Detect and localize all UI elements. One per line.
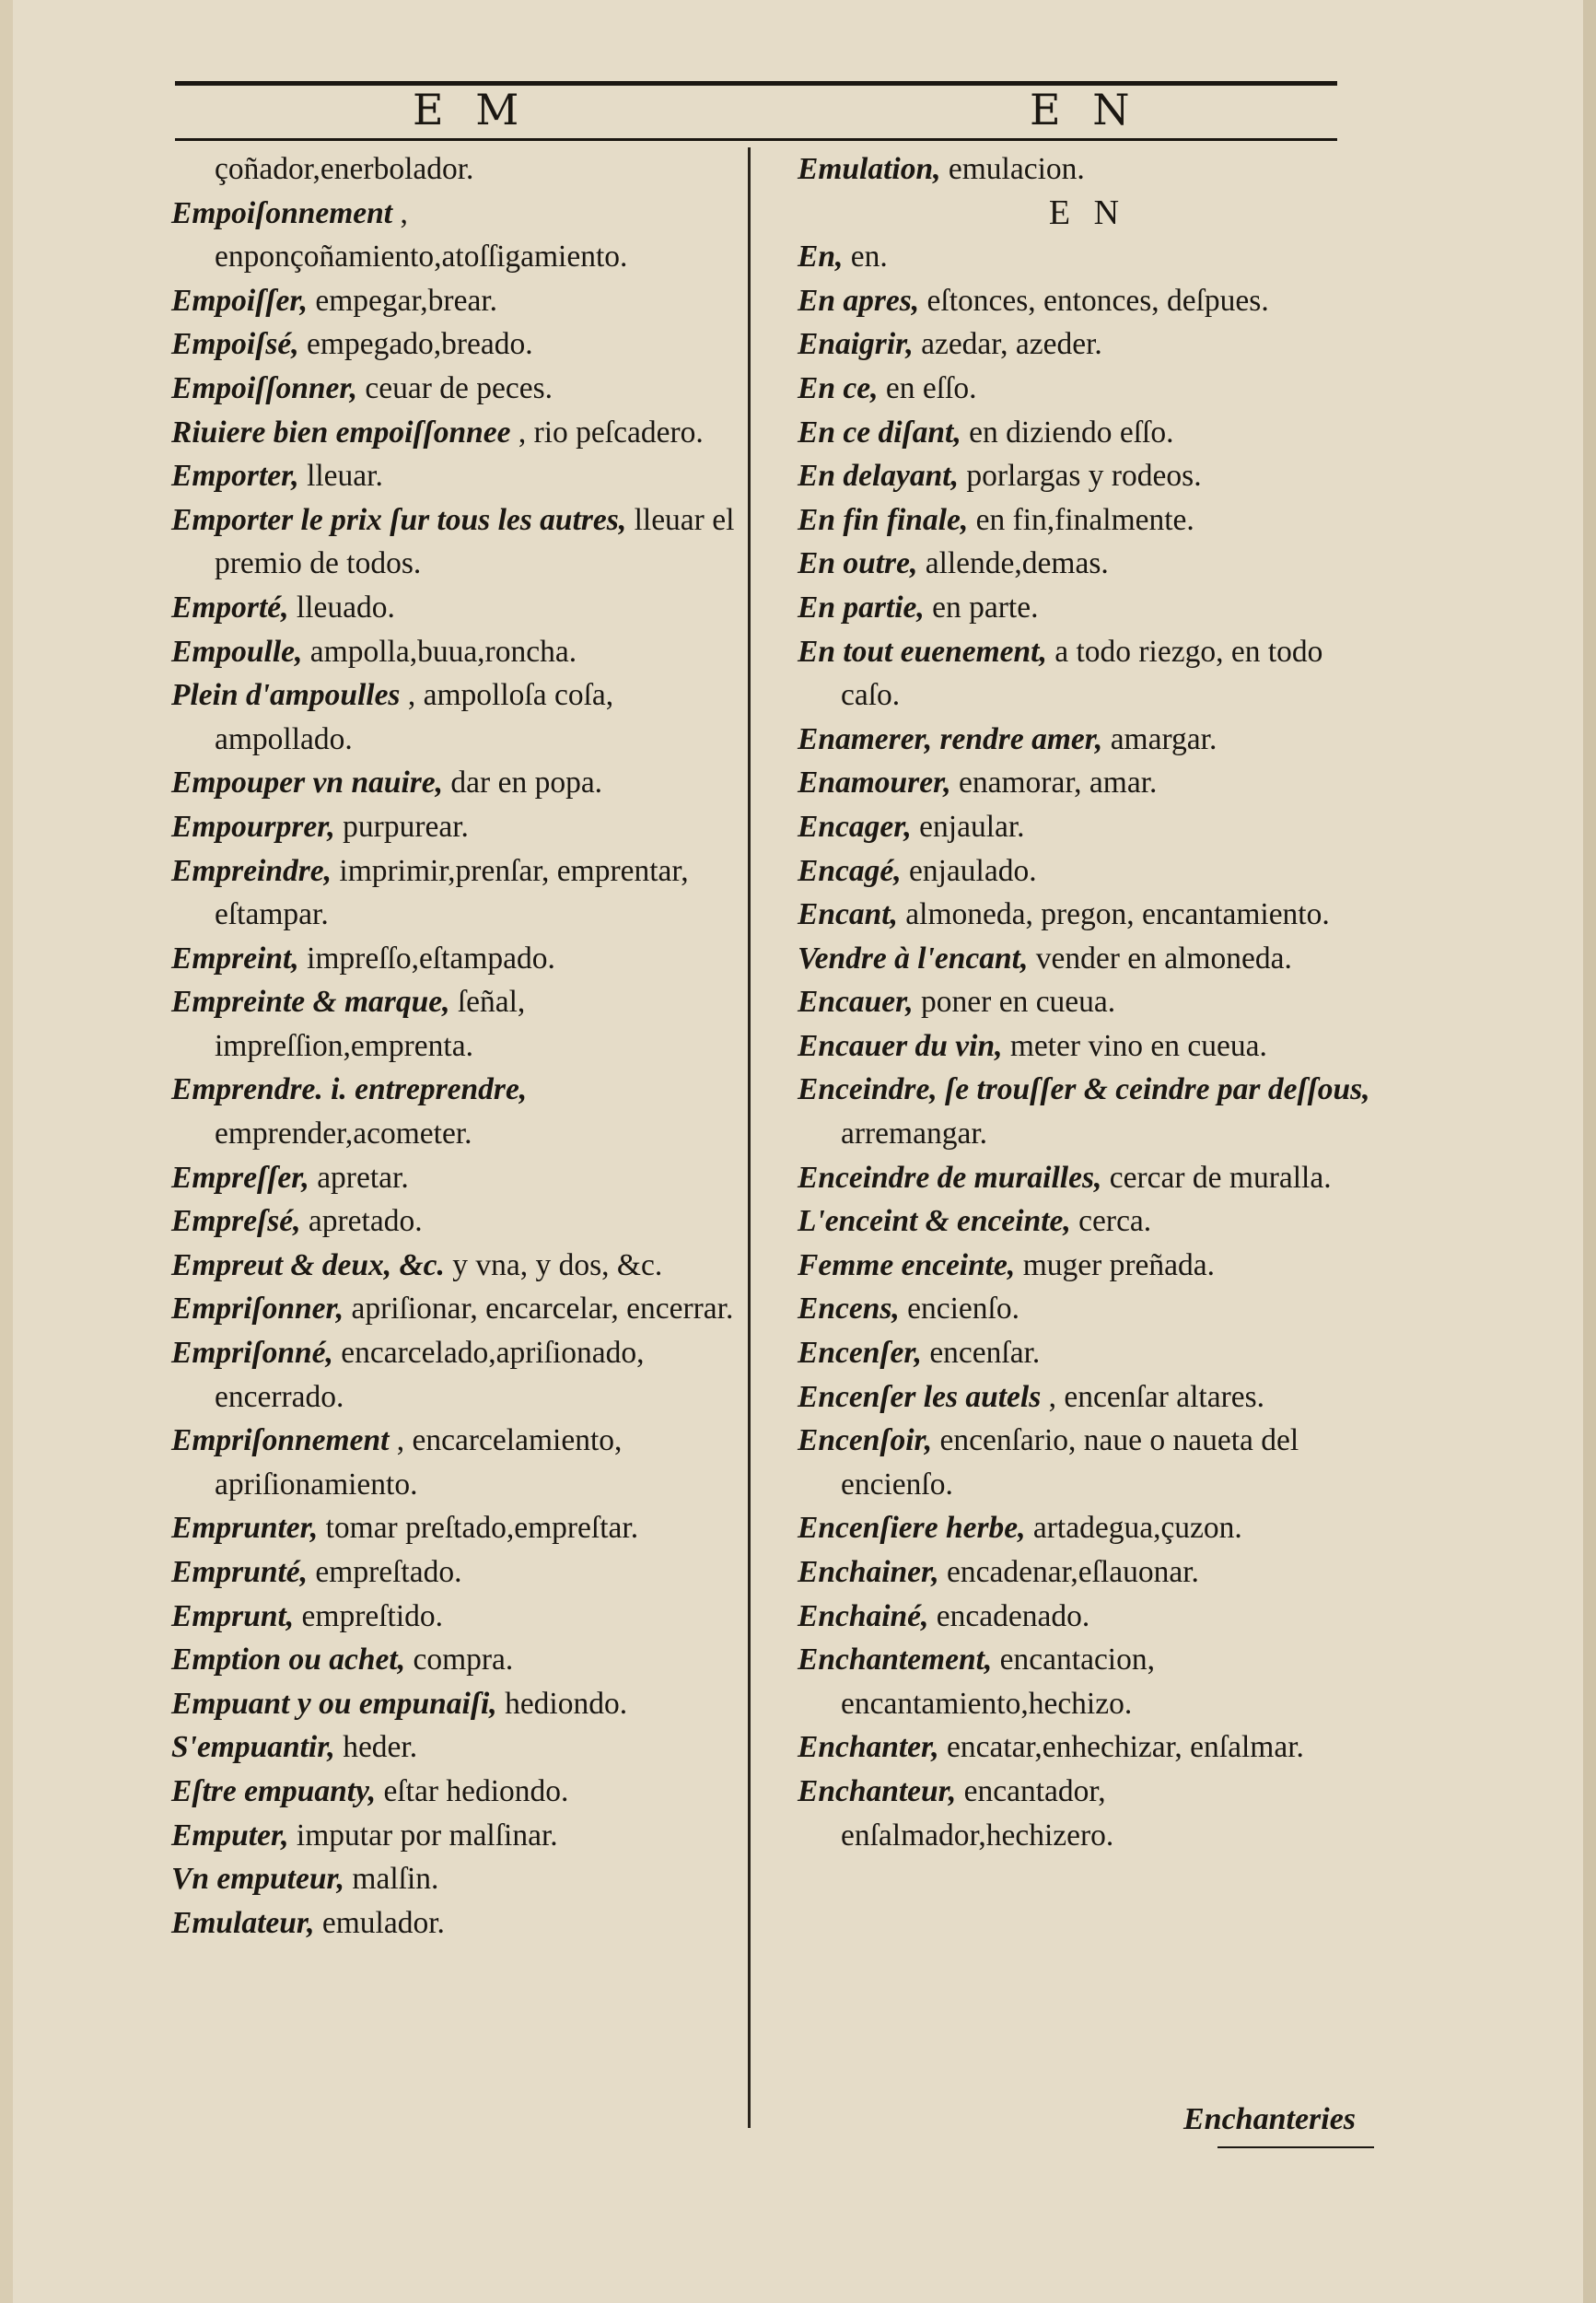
headword: Empriſonnement: [171, 1423, 390, 1458]
dictionary-entry: [798, 1725, 1378, 1770]
dictionary-entry: [171, 1857, 742, 1901]
definition: enamorar, amar.: [950, 766, 1158, 801]
headword: En partie,: [798, 590, 925, 625]
dictionary-entry: [798, 235, 1378, 279]
headword: Encauer,: [798, 985, 914, 1020]
definition: emulador.: [314, 1905, 445, 1940]
headword: Emprunté,: [171, 1555, 309, 1589]
definition: impreſſo,eſtampado.: [298, 941, 555, 976]
definition: lleuar.: [298, 459, 383, 494]
dictionary-entry: [171, 1770, 742, 1814]
dictionary-entry: [798, 1638, 1378, 1725]
definition: compra.: [405, 1642, 514, 1678]
dictionary-entry: [798, 279, 1378, 323]
headword: Enceindre de murailles,: [798, 1160, 1102, 1195]
dictionary-entry: [171, 1331, 742, 1419]
definition: apriſionar, encarcelar, encerrar.: [344, 1292, 734, 1327]
headword: Empoiſsé,: [171, 327, 299, 362]
headword: Encagé,: [798, 853, 902, 888]
definition: eſtonces, entonces, deſpues.: [919, 283, 1269, 318]
dictionary-entry: [171, 367, 742, 411]
dictionary-entry: [798, 322, 1378, 367]
headword: Femme enceinte,: [798, 1247, 1016, 1282]
definition: apretado.: [300, 1204, 423, 1239]
headword: En outre,: [798, 546, 918, 581]
definition: empreſtido.: [294, 1598, 444, 1633]
headword: Empreinte & marque,: [171, 985, 450, 1020]
dictionary-entry: [798, 980, 1378, 1024]
top-rule: [175, 81, 1337, 86]
definition: en parte.: [924, 590, 1039, 625]
dictionary-entry: [171, 1199, 742, 1244]
definition: çoñador,enerbolador.: [215, 152, 474, 186]
definition: vender en almoneda.: [1028, 941, 1292, 976]
headword: Emporter le prix ſur tous les autres,: [171, 502, 627, 537]
definition: enjaular.: [911, 809, 1025, 844]
dictionary-entry: [798, 1156, 1378, 1200]
headword: Enaigrir,: [798, 327, 914, 362]
definition: encienſo.: [899, 1292, 1019, 1327]
definition: ampolla,buua,roncha.: [302, 634, 577, 669]
definition: lleuado.: [288, 590, 395, 625]
definition: encantacion, encantamiento,hechizo.: [841, 1642, 1155, 1721]
headword: Enchanter,: [798, 1730, 939, 1765]
dictionary-entry: [798, 1419, 1378, 1506]
headword: Empoiſſonner,: [171, 370, 357, 405]
headword: Enchantement,: [798, 1642, 993, 1678]
headword: Empouper vn nauire,: [171, 766, 444, 801]
headword: En ce,: [798, 370, 879, 405]
headword: En tout euenement,: [798, 634, 1047, 669]
dictionary-entry: [171, 1068, 742, 1155]
dictionary-entry: [171, 761, 742, 805]
dictionary-entry: [171, 279, 742, 323]
dictionary-entry: [798, 1595, 1378, 1639]
definition: arremangar.: [841, 1116, 988, 1152]
running-head-left: E M: [413, 85, 529, 134]
definition: malſin.: [344, 1862, 439, 1897]
dictionary-entry: [171, 586, 742, 630]
headword: En,: [798, 240, 844, 275]
headword: Empriſonné,: [171, 1336, 333, 1371]
definition: ſeñal, impreſſion,emprenta.: [215, 985, 526, 1063]
dictionary-entry: [798, 805, 1378, 849]
headword: Emporté,: [171, 590, 289, 625]
definition: imputar por malſinar.: [288, 1818, 558, 1853]
dictionary-entry: [171, 1595, 742, 1639]
definition: encenſar.: [921, 1336, 1041, 1371]
dictionary-entry: [798, 893, 1378, 937]
dictionary-entry: [171, 673, 742, 761]
definition: cercar de muralla.: [1101, 1160, 1332, 1195]
headword: Emprunter,: [171, 1511, 319, 1546]
dictionary-entry: [798, 498, 1378, 543]
headword: Empreint,: [171, 941, 299, 976]
dictionary-entry: [171, 322, 742, 367]
dictionary-entry: [798, 849, 1378, 894]
dictionary-entry: [171, 980, 742, 1068]
dictionary-entry: [171, 1244, 742, 1288]
dictionary-entry: [171, 498, 742, 586]
dictionary-entry: [171, 1682, 742, 1726]
definition: tomar preſtado,empreſtar.: [318, 1511, 639, 1546]
definition: , enponçoñamiento,atoſſigamiento.: [215, 195, 628, 275]
headword: S'empuantir,: [171, 1730, 335, 1765]
dictionary-entry: [171, 411, 742, 455]
definition: hediondo.: [496, 1686, 628, 1721]
headword: Encenſiere herbe,: [798, 1511, 1026, 1546]
headword: Emulateur,: [171, 1905, 315, 1940]
headword: Emprunt,: [171, 1598, 295, 1633]
dictionary-entry: [798, 1550, 1378, 1595]
dictionary-entry: [171, 1901, 742, 1946]
dictionary-entry: [171, 454, 742, 498]
definition: , ampolloſa coſa, ampollado.: [215, 678, 614, 756]
definition: encantador, enſalmador,hechizero.: [841, 1773, 1114, 1853]
dictionary-entry: [171, 1287, 742, 1331]
definition: en diziendo eſſo.: [961, 415, 1174, 450]
dictionary-entry: [798, 761, 1378, 805]
definition: , encarcelamiento, apriſionamiento.: [215, 1423, 623, 1502]
dictionary-entry: [171, 1550, 742, 1595]
definition: cerca.: [1070, 1204, 1152, 1239]
headword: Emporter,: [171, 459, 299, 494]
headword: En ce diſant,: [798, 415, 961, 450]
headword: Enamourer,: [798, 766, 951, 801]
definition: en.: [843, 240, 888, 275]
headword: Enchainé,: [798, 1598, 929, 1633]
dictionary-entry: [171, 1814, 742, 1858]
headword: Encager,: [798, 809, 912, 844]
definition: apretar.: [309, 1160, 409, 1195]
catchword-rule: [1217, 2146, 1374, 2148]
headword: Vn emputeur,: [171, 1862, 345, 1897]
dictionary-entry: [798, 454, 1378, 498]
headword: En apres,: [798, 283, 920, 318]
dictionary-entry: [798, 586, 1378, 630]
definition: y vna, y dos, &c.: [444, 1247, 663, 1282]
definition: encadenado.: [928, 1598, 1090, 1633]
definition: artadegua,çuzon.: [1025, 1511, 1242, 1546]
dictionary-entry: [798, 1375, 1378, 1420]
headword: Eſtre empuanty,: [171, 1773, 377, 1808]
dictionary-entry: [798, 1244, 1378, 1288]
headword: Vendre à l'encant,: [798, 941, 1029, 976]
running-head-right: E N: [1030, 85, 1139, 134]
headword: Encenſer,: [798, 1336, 922, 1371]
catchword: Enchanteries: [1183, 2102, 1357, 2136]
dictionary-entry: [798, 147, 1378, 192]
headword: Enamerer, rendre amer,: [798, 721, 1103, 756]
definition: , rio peſcadero.: [510, 415, 704, 450]
dictionary-entry: [798, 718, 1378, 762]
definition: encarcelado,apriſionado, encerrado.: [215, 1336, 645, 1414]
dictionary-entry: [798, 411, 1378, 455]
definition: poner en cueua.: [913, 985, 1116, 1020]
headword: Empreſſer,: [171, 1160, 309, 1195]
headword: En delayant,: [798, 459, 959, 494]
dictionary-entry: [798, 1199, 1378, 1244]
definition: a todo riezgo, en todo caſo.: [841, 634, 1323, 713]
definition: encatar,enhechizar, enſalmar.: [938, 1730, 1304, 1765]
dictionary-entry: [171, 630, 742, 674]
headword: Empourprer,: [171, 809, 335, 844]
right-column: [798, 147, 1378, 1857]
definition: empegar,brear.: [307, 283, 498, 318]
headword: Encenſer les autels: [798, 1379, 1042, 1414]
left-column: [171, 147, 742, 1945]
definition: emulacion.: [940, 152, 1085, 186]
dictionary-entry: [798, 937, 1378, 981]
head-rule: [175, 138, 1337, 141]
definition: en fin,finalmente.: [968, 502, 1194, 537]
dictionary-entry: [798, 630, 1378, 718]
headword: Empoulle,: [171, 634, 303, 669]
headword: Enceindre, ſe trouſſer & ceindre par deſſous,: [798, 1072, 1370, 1107]
definition: empegado,breado.: [298, 327, 533, 362]
headword: En fin finale,: [798, 502, 969, 537]
headword: Emputer,: [171, 1818, 289, 1853]
dictionary-entry: [171, 1156, 742, 1200]
dictionary-entry: [171, 1725, 742, 1770]
dictionary-entry: [798, 1287, 1378, 1331]
definition: empreſtado.: [308, 1555, 462, 1589]
headword: Riuiere bien empoiſſonnee: [171, 415, 511, 450]
headword: Encenſoir,: [798, 1423, 933, 1458]
dictionary-entry: [171, 849, 742, 937]
dictionary-entry: [798, 1068, 1378, 1155]
headword: Encant,: [798, 897, 898, 932]
definition: eſtar hediondo.: [376, 1773, 569, 1808]
headword: Encens,: [798, 1292, 900, 1327]
page-edge: [1583, 0, 1596, 2303]
definition: porlargas y rodeos.: [958, 459, 1202, 494]
definition: amargar.: [1102, 721, 1217, 756]
headword: Empreut & deux, &c.: [171, 1247, 445, 1282]
headword: Empuant y ou empunaiſi,: [171, 1686, 497, 1721]
definition: azedar, azeder.: [913, 327, 1102, 362]
dictionary-entry: [798, 1331, 1378, 1375]
definition: purpurear.: [334, 809, 469, 844]
column-divider: [748, 147, 751, 2128]
dictionary-entry: [171, 1638, 742, 1682]
definition: lleuar el premio de todos.: [215, 502, 735, 581]
definition: dar en popa.: [443, 766, 603, 801]
definition: enjaulado.: [901, 853, 1037, 888]
headword: Emprendre. i. entreprendre,: [171, 1072, 528, 1107]
dictionary-entry: [798, 367, 1378, 411]
dictionary-entry: [171, 192, 742, 279]
headword: Enchainer,: [798, 1555, 939, 1589]
dictionary-entry: [171, 147, 742, 192]
dictionary-entry: [171, 1506, 742, 1550]
definition: ceuar de peces.: [356, 370, 553, 405]
dictionary-entry: [171, 937, 742, 981]
section-heading: E N: [1048, 193, 1127, 232]
definition: heder.: [334, 1730, 418, 1765]
headword: Encauer du vin,: [798, 1028, 1003, 1063]
definition: muger preñada.: [1015, 1247, 1216, 1282]
headword: Empoiſſer,: [171, 283, 308, 318]
dictionary-entry: [171, 1419, 742, 1506]
definition: , encenſar altares.: [1041, 1379, 1265, 1414]
headword: Emption ou achet,: [171, 1642, 406, 1678]
dictionary-entry: [798, 1770, 1378, 1857]
definition: encenſario, naue o naueta del encienſo.: [841, 1423, 1299, 1502]
dictionary-entry: [798, 1024, 1378, 1069]
headword: Empoiſonnement: [171, 195, 393, 230]
definition: meter vino en cueua.: [1002, 1028, 1267, 1063]
definition: encadenar,eſlauonar.: [938, 1555, 1199, 1589]
dictionary-entry: [171, 805, 742, 849]
definition: imprimir,prenſar, emprentar, eſtampar.: [215, 853, 689, 932]
headword: Empreſsé,: [171, 1204, 301, 1239]
headword: Empriſonner,: [171, 1292, 344, 1327]
headword: Enchanteur,: [798, 1773, 957, 1808]
definition: almoneda, pregon, encantamiento.: [897, 897, 1330, 932]
headword: Emulation,: [798, 152, 941, 186]
headword: Plein d'ampoulles: [171, 678, 401, 713]
definition: allende,demas.: [917, 546, 1109, 581]
headword: Empreindre,: [171, 853, 332, 888]
definition: emprender,acometer.: [215, 1116, 472, 1152]
dictionary-entry: [798, 1506, 1378, 1550]
dictionary-entry: [798, 542, 1378, 586]
headword: L'enceint & enceinte,: [798, 1204, 1071, 1239]
definition: en eſſo.: [878, 370, 977, 405]
